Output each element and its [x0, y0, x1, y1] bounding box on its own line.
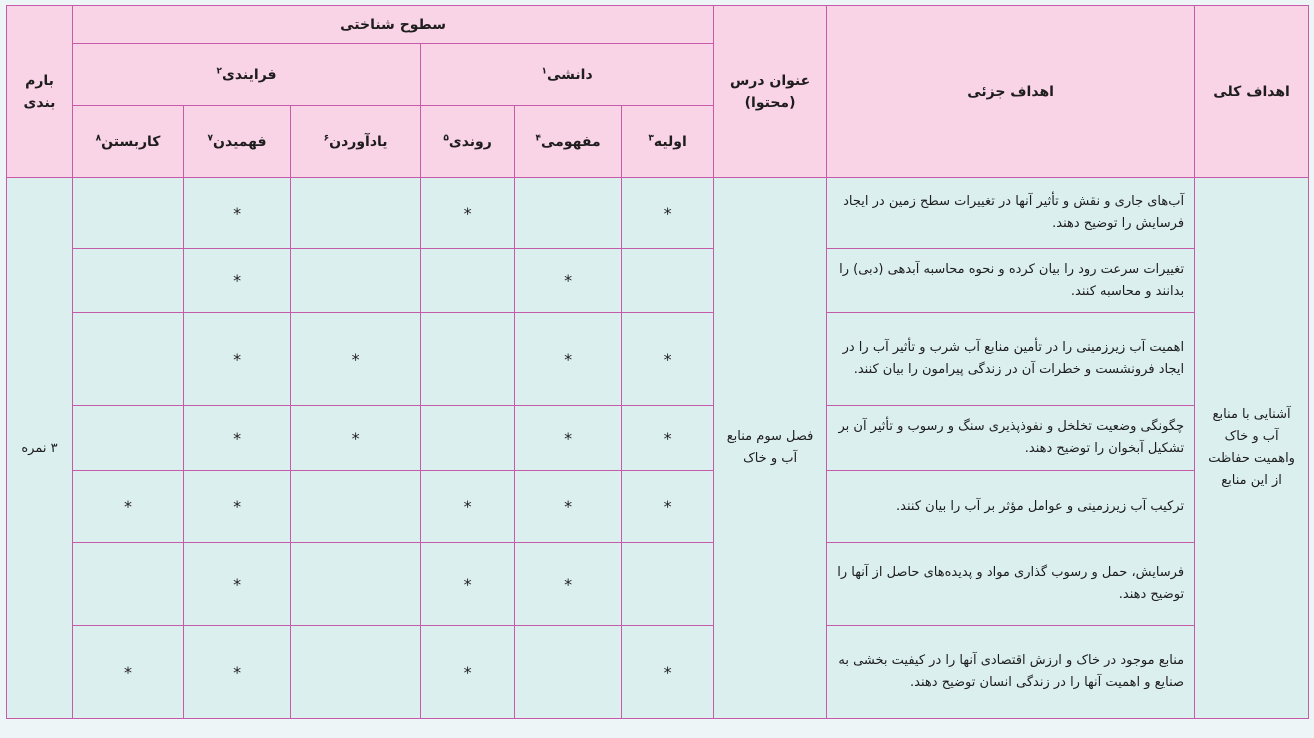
header-knowledge [421, 44, 714, 106]
header-knowledge-label: دانشی [547, 66, 593, 83]
mark-understanding: * [184, 626, 291, 719]
header-score: بارم بندی [7, 6, 73, 178]
mark-understanding: * [184, 178, 291, 249]
header-procedural [421, 106, 515, 178]
header-understanding [184, 106, 291, 178]
header-process [73, 44, 421, 106]
header-partial-goals: اهداف جزئی [827, 6, 1195, 178]
mark-procedural [421, 406, 515, 471]
mark-conceptual: * [515, 406, 622, 471]
header-primary [622, 106, 714, 178]
header-label: اولیه [653, 133, 687, 150]
header-conceptual [515, 106, 622, 178]
table-row [7, 313, 1309, 406]
mark-applying [73, 178, 184, 249]
mark-primary: * [622, 178, 714, 249]
mark-remembering [291, 178, 421, 249]
footnote-marker: ۳ [648, 132, 654, 143]
mark-conceptual: * [515, 471, 622, 543]
header-label: روندی [448, 133, 492, 150]
mark-primary: * [622, 313, 714, 406]
mark-procedural: * [421, 471, 515, 543]
mark-understanding: * [184, 471, 291, 543]
table-row [7, 543, 1309, 626]
footnote-marker: ۴ [535, 132, 542, 143]
score-cell: ۳ نمره [7, 178, 73, 719]
header-remembering [291, 106, 421, 178]
objective-cell: آب‌های جاری و نقش و تأثیر آنها در تغییرات سطح زمین در ایجاد فرسایش را توضیح دهند. [827, 178, 1195, 249]
objective-cell: ترکیب آب زیرزمینی و عوامل مؤثر بر آب را بیان کنند. [827, 471, 1195, 543]
footnote-marker: ۸ [95, 132, 102, 143]
mark-applying [73, 313, 184, 406]
mark-primary: * [622, 626, 714, 719]
mark-applying [73, 249, 184, 313]
general-goal-cell: آشنایی با منابع آب و خاک واهمیت حفاظت از این منابع [1195, 178, 1309, 719]
mark-understanding: * [184, 249, 291, 313]
mark-applying: * [73, 471, 184, 543]
footnote-marker: ۲ [216, 65, 222, 76]
mark-procedural [421, 249, 515, 313]
mark-remembering [291, 249, 421, 313]
header-label: یادآوردن [329, 133, 388, 150]
header-label: فهمیدن [213, 133, 267, 150]
table-row [7, 626, 1309, 719]
header-cognitive-levels: سطوح شناختی [73, 6, 714, 44]
table-row [7, 178, 1309, 249]
lesson-title-cell: فصل سوم منابع آب و خاک [714, 178, 827, 719]
mark-remembering [291, 543, 421, 626]
mark-procedural: * [421, 178, 515, 249]
mark-procedural [421, 313, 515, 406]
objective-cell: تغییرات سرعت رود را بیان کرده و نحوه محاسبه آبدهی (دبی) را بدانند و محاسبه کنند. [827, 249, 1195, 313]
mark-applying [73, 543, 184, 626]
objective-cell: فرسایش، حمل و رسوب گذاری مواد و پدیده‌های حاصل از آنها را توضیح دهند. [827, 543, 1195, 626]
mark-conceptual: * [515, 249, 622, 313]
mark-understanding: * [184, 406, 291, 471]
header-label: کاربستن [101, 133, 161, 150]
mark-remembering: * [291, 406, 421, 471]
mark-primary: * [622, 471, 714, 543]
mark-primary [622, 543, 714, 626]
header-applying [73, 106, 184, 178]
objective-cell: چگونگی وضعیت تخلخل و نفوذپذیری سنگ و رسوب و تأثیر آن بر تشکیل آبخوان را توضیح دهند. [827, 406, 1195, 471]
table-row [7, 406, 1309, 471]
footnote-marker: ۷ [207, 132, 214, 143]
mark-conceptual [515, 178, 622, 249]
mark-understanding: * [184, 543, 291, 626]
mark-procedural: * [421, 626, 515, 719]
header-lesson-title: عنوان درس (محتوا) [714, 6, 827, 178]
objective-cell: اهمیت آب زیرزمینی را در تأمین منابع آب شرب و تأثیر آب را در ایجاد فرونشست و خطرات آن در زندگی پیرامون را بیان کنند. [827, 313, 1195, 406]
mark-remembering: * [291, 313, 421, 406]
mark-applying [73, 406, 184, 471]
table-row [7, 471, 1309, 543]
objective-cell: منابع موجود در خاک و ارزش اقتصادی آنها را در کیفیت بخشی به صنایع و اهمیت آنها را در زندگی انسان توضیح دهند. [827, 626, 1195, 719]
objectives-table-container [6, 5, 1309, 719]
mark-conceptual: * [515, 313, 622, 406]
mark-applying: * [73, 626, 184, 719]
mark-remembering [291, 626, 421, 719]
mark-conceptual: * [515, 543, 622, 626]
mark-primary: * [622, 406, 714, 471]
mark-procedural: * [421, 543, 515, 626]
table-row [7, 249, 1309, 313]
footnote-marker: ۱ [541, 65, 547, 76]
objectives-table [6, 5, 1309, 719]
header-label: مفهومی [541, 133, 601, 150]
mark-primary [622, 249, 714, 313]
mark-conceptual [515, 626, 622, 719]
footnote-marker: ۶ [323, 132, 330, 143]
mark-understanding: * [184, 313, 291, 406]
mark-remembering [291, 471, 421, 543]
footnote-marker: ۵ [443, 132, 449, 143]
header-general-goals: اهداف کلی [1195, 6, 1309, 178]
header-process-label: فرایندی [222, 66, 277, 83]
